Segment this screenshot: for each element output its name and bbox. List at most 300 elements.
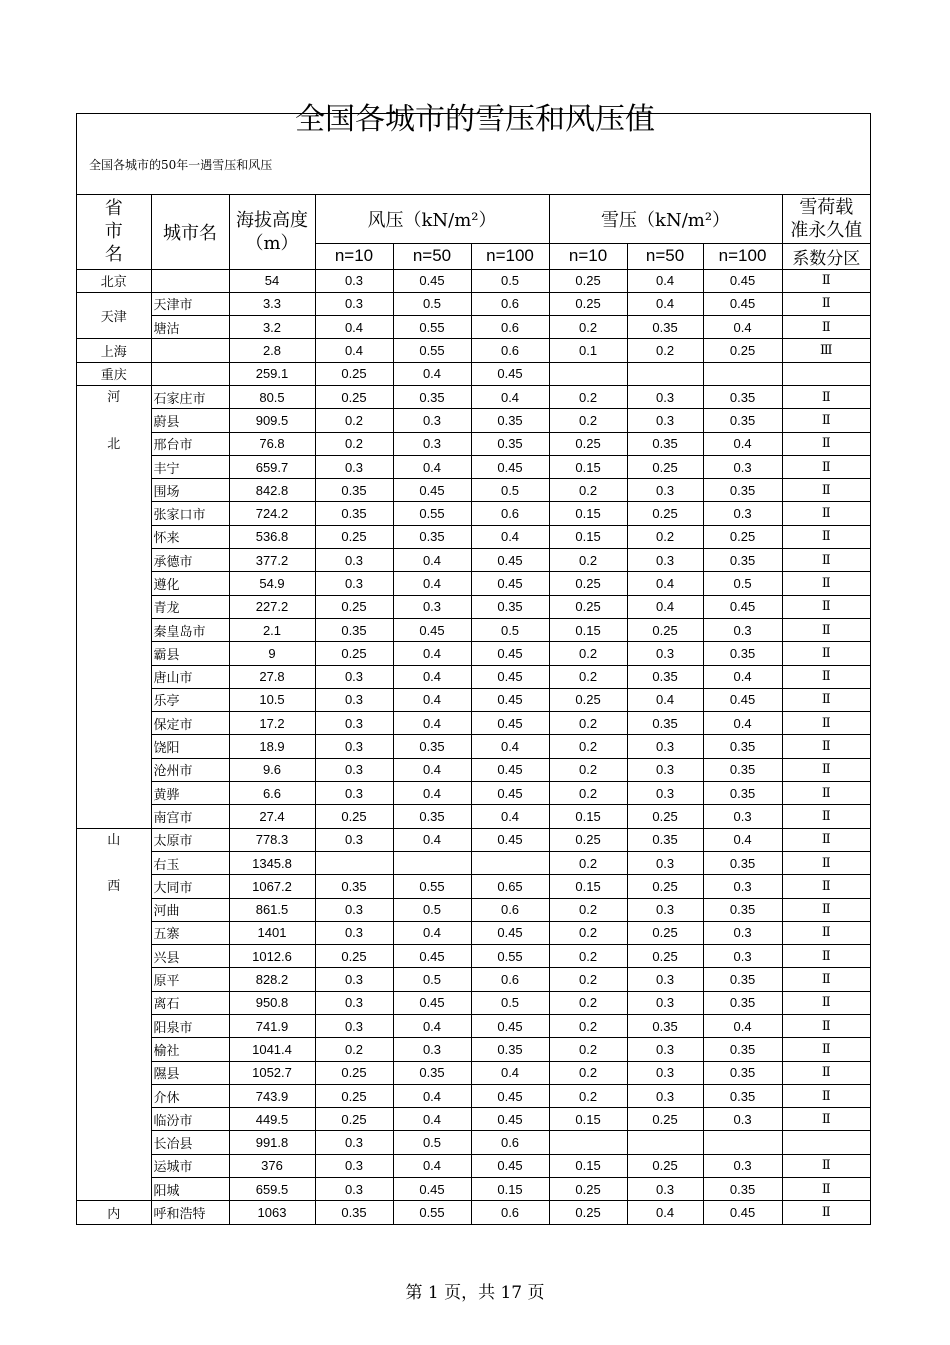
- table-row: [77, 455, 870, 478]
- wind-cell: 0.45: [393, 945, 471, 968]
- wind-cell: 0.3: [315, 455, 393, 478]
- snow-cell: 0.2: [549, 898, 627, 921]
- wind-cell: 0.45: [471, 828, 549, 851]
- zone-cell: Ⅲ: [782, 339, 870, 362]
- snow-cell: 0.3: [627, 642, 703, 665]
- city-cell: 原平: [151, 968, 229, 991]
- city-cell: [151, 362, 229, 385]
- snow-cell: 0.45: [703, 269, 782, 292]
- wind-cell: 0.45: [471, 712, 549, 735]
- wind-cell: 0.45: [393, 269, 471, 292]
- wind-cell: 0.45: [471, 642, 549, 665]
- city-cell: 阳城: [151, 1178, 229, 1201]
- zone-cell: Ⅱ: [782, 1178, 870, 1201]
- wind-cell: 0.45: [471, 1015, 549, 1038]
- wind-cell: 0.4: [393, 572, 471, 595]
- altitude-cell: 2.1: [229, 618, 315, 641]
- wind-cell: 0.65: [471, 875, 549, 898]
- wind-cell: 0.4: [393, 712, 471, 735]
- snow-cell: 0.35: [703, 1038, 782, 1061]
- zone-cell: Ⅱ: [782, 595, 870, 618]
- zone-cell: Ⅱ: [782, 921, 870, 944]
- city-cell: 张家口市: [151, 502, 229, 525]
- wind-cell: 0.4: [393, 455, 471, 478]
- city-cell: 运城市: [151, 1154, 229, 1177]
- city-cell: 霸县: [151, 642, 229, 665]
- snow-cell: 0.45: [703, 595, 782, 618]
- wind-cell: 0.45: [471, 1108, 549, 1131]
- wind-cell: 0.45: [471, 549, 549, 572]
- snow-cell: 0.15: [549, 455, 627, 478]
- subtitle-row: [77, 114, 870, 195]
- wind-cell: 0.4: [393, 828, 471, 851]
- table-row: [77, 479, 870, 502]
- wind-cell: 0.55: [393, 1201, 471, 1224]
- wind-cell: 0.4: [393, 665, 471, 688]
- table-row: [77, 292, 870, 315]
- province-cell: 天津: [77, 292, 151, 339]
- wind-cell: 0.45: [471, 665, 549, 688]
- table-row: [77, 921, 870, 944]
- wind-cell: 0.45: [471, 455, 549, 478]
- wind-cell: 0.4: [393, 1015, 471, 1038]
- city-cell: 怀来: [151, 525, 229, 548]
- city-cell: 黄骅: [151, 782, 229, 805]
- wind-cell: 0.45: [471, 1084, 549, 1107]
- snow-cell: 0.35: [703, 642, 782, 665]
- snow-cell: 0.3: [703, 875, 782, 898]
- altitude-cell: 1401: [229, 921, 315, 944]
- wind-cell: 0.3: [315, 1178, 393, 1201]
- table-row: [77, 758, 870, 781]
- snow-cell: [703, 1131, 782, 1154]
- snow-cell: [549, 362, 627, 385]
- snow-cell: 0.2: [549, 665, 627, 688]
- snow-cell: 0.45: [703, 1201, 782, 1224]
- zone-cell: Ⅱ: [782, 1201, 870, 1224]
- page-title: 全国各城市的雪压和风压值: [295, 102, 655, 137]
- wind-cell: 0.35: [315, 502, 393, 525]
- city-cell: 呼和浩特: [151, 1201, 229, 1224]
- altitude-cell: 27.8: [229, 665, 315, 688]
- snow-cell: 0.2: [549, 1061, 627, 1084]
- snow-cell: 0.35: [703, 782, 782, 805]
- table-row: [77, 1178, 870, 1201]
- wind-cell: 0.25: [315, 595, 393, 618]
- snow-cell: 0.2: [549, 1084, 627, 1107]
- snow-cell: 0.35: [627, 828, 703, 851]
- snow-cell: 0.2: [549, 851, 627, 874]
- snow-cell: 0.3: [703, 921, 782, 944]
- snow-cell: 0.3: [627, 1178, 703, 1201]
- altitude-cell: 27.4: [229, 805, 315, 828]
- wind-cell: 0.4: [393, 362, 471, 385]
- wind-cell: 0.25: [315, 1061, 393, 1084]
- snow-cell: [549, 1131, 627, 1154]
- snow-cell: 0.25: [549, 1178, 627, 1201]
- snow-cell: 0.35: [703, 991, 782, 1014]
- snow-cell: 0.25: [627, 618, 703, 641]
- zone-cell: Ⅱ: [782, 455, 870, 478]
- table-row: [77, 432, 870, 455]
- altitude-cell: 76.8: [229, 432, 315, 455]
- wind-cell: 0.35: [393, 735, 471, 758]
- zone-cell: Ⅱ: [782, 642, 870, 665]
- snow-cell: 0.4: [703, 316, 782, 339]
- table-row: [77, 782, 870, 805]
- snow-cell: 0.35: [703, 1178, 782, 1201]
- snow-cell: 0.2: [627, 525, 703, 548]
- snow-cell: 0.35: [703, 968, 782, 991]
- snow-cell: 0.25: [627, 1154, 703, 1177]
- altitude-cell: 741.9: [229, 1015, 315, 1038]
- city-cell: [151, 339, 229, 362]
- wind-cell: 0.3: [315, 921, 393, 944]
- province-cell: 山 西: [77, 828, 151, 1201]
- wind-cell: 0.45: [393, 618, 471, 641]
- wind-cell: 0.35: [393, 805, 471, 828]
- snow-cell: 0.25: [549, 595, 627, 618]
- zone-cell: Ⅱ: [782, 828, 870, 851]
- city-cell: 长冶县: [151, 1131, 229, 1154]
- table-row: [77, 618, 870, 641]
- city-cell: 介休: [151, 1084, 229, 1107]
- snow-cell: 0.35: [703, 735, 782, 758]
- city-cell: 饶阳: [151, 735, 229, 758]
- snow-cell: 0.4: [703, 712, 782, 735]
- wind-cell: 0.25: [315, 1108, 393, 1131]
- snow-cell: 0.3: [627, 758, 703, 781]
- altitude-cell: 950.8: [229, 991, 315, 1014]
- table-row: [77, 828, 870, 851]
- wind-cell: 0.45: [471, 1154, 549, 1177]
- wind-cell: 0.4: [471, 1061, 549, 1084]
- snow-cell: [703, 362, 782, 385]
- table-row: [77, 875, 870, 898]
- zone-cell: Ⅱ: [782, 269, 870, 292]
- snow-cell: 0.25: [703, 525, 782, 548]
- table-row: [77, 991, 870, 1014]
- city-cell: 石家庄市: [151, 385, 229, 408]
- snow-cell: 0.2: [549, 758, 627, 781]
- table-row: [77, 595, 870, 618]
- snow-cell: 0.3: [703, 1108, 782, 1131]
- snow-cell: 0.15: [549, 875, 627, 898]
- wind-cell: 0.25: [315, 642, 393, 665]
- zone-cell: Ⅱ: [782, 479, 870, 502]
- snow-cell: 0.3: [703, 805, 782, 828]
- wind-cell: 0.6: [471, 968, 549, 991]
- wind-cell: 0.35: [471, 432, 549, 455]
- altitude-cell: 828.2: [229, 968, 315, 991]
- zone-cell: Ⅱ: [782, 1108, 870, 1131]
- wind-cell: 0.3: [315, 688, 393, 711]
- header-wind: 风压（kN/m²）: [315, 195, 549, 243]
- snow-cell: 0.3: [627, 385, 703, 408]
- snow-cell: 0.35: [703, 898, 782, 921]
- city-cell: 榆社: [151, 1038, 229, 1061]
- table-row: [77, 735, 870, 758]
- altitude-cell: 376: [229, 1154, 315, 1177]
- snow-cell: 0.3: [627, 851, 703, 874]
- zone-cell: Ⅱ: [782, 385, 870, 408]
- snow-cell: 0.35: [627, 316, 703, 339]
- wind-cell: 0.4: [393, 549, 471, 572]
- snow-cell: 0.2: [549, 968, 627, 991]
- table-row: [77, 1084, 870, 1107]
- wind-cell: 0.5: [393, 292, 471, 315]
- zone-cell: Ⅱ: [782, 1084, 870, 1107]
- snow-cell: 0.4: [627, 688, 703, 711]
- wind-cell: 0.3: [315, 549, 393, 572]
- wind-cell: 0.4: [393, 921, 471, 944]
- altitude-cell: 9: [229, 642, 315, 665]
- wind-cell: [315, 851, 393, 874]
- zone-cell: Ⅱ: [782, 432, 870, 455]
- wind-cell: 0.4: [393, 782, 471, 805]
- table-row: [77, 502, 870, 525]
- wind-cell: 0.4: [393, 1084, 471, 1107]
- city-cell: 围场: [151, 479, 229, 502]
- wind-cell: 0.5: [471, 618, 549, 641]
- snow-cell: 0.4: [703, 1015, 782, 1038]
- snow-cell: 0.4: [627, 572, 703, 595]
- zone-cell: Ⅱ: [782, 292, 870, 315]
- table-row: [77, 1061, 870, 1084]
- wind-cell: 0.3: [315, 269, 393, 292]
- wind-cell: 0.25: [315, 525, 393, 548]
- city-cell: 秦皇岛市: [151, 618, 229, 641]
- zone-cell: Ⅱ: [782, 805, 870, 828]
- header-altitude: 海拔高度 （m）: [229, 195, 315, 269]
- snow-cell: 0.25: [627, 805, 703, 828]
- zone-cell: Ⅱ: [782, 525, 870, 548]
- pressure-table: [77, 195, 870, 1225]
- snow-cell: 0.25: [627, 945, 703, 968]
- snow-cell: 0.3: [627, 968, 703, 991]
- altitude-cell: 18.9: [229, 735, 315, 758]
- wind-cell: 0.2: [315, 409, 393, 432]
- snow-cell: 0.2: [549, 642, 627, 665]
- wind-cell: 0.55: [393, 875, 471, 898]
- snow-cell: 0.2: [549, 1015, 627, 1038]
- zone-cell: Ⅱ: [782, 1038, 870, 1061]
- wind-cell: 0.6: [471, 1201, 549, 1224]
- table-row: [77, 688, 870, 711]
- altitude-cell: 659.7: [229, 455, 315, 478]
- header-city: 城市名: [151, 195, 229, 269]
- snow-cell: 0.25: [549, 572, 627, 595]
- snow-cell: 0.3: [627, 549, 703, 572]
- table-row: [77, 1201, 870, 1224]
- snow-cell: 0.25: [627, 1108, 703, 1131]
- wind-cell: 0.4: [471, 735, 549, 758]
- city-cell: [151, 269, 229, 292]
- table-row: [77, 805, 870, 828]
- table-row: [77, 549, 870, 572]
- wind-cell: 0.45: [471, 758, 549, 781]
- wind-cell: 0.6: [471, 898, 549, 921]
- altitude-cell: 10.5: [229, 688, 315, 711]
- altitude-cell: 227.2: [229, 595, 315, 618]
- city-cell: 保定市: [151, 712, 229, 735]
- snow-cell: 0.3: [627, 735, 703, 758]
- snow-cell: 0.3: [627, 409, 703, 432]
- wind-cell: 0.3: [315, 712, 393, 735]
- zone-cell: Ⅱ: [782, 618, 870, 641]
- snow-cell: 0.3: [703, 945, 782, 968]
- zone-cell: Ⅱ: [782, 968, 870, 991]
- city-cell: 五寨: [151, 921, 229, 944]
- wind-cell: 0.35: [393, 1061, 471, 1084]
- wind-cell: 0.3: [315, 572, 393, 595]
- snow-cell: 0.25: [549, 828, 627, 851]
- wind-cell: 0.25: [315, 385, 393, 408]
- snow-cell: 0.15: [549, 502, 627, 525]
- snow-cell: 0.3: [627, 1084, 703, 1107]
- snow-cell: 0.15: [549, 1154, 627, 1177]
- snow-cell: 0.4: [627, 292, 703, 315]
- wind-cell: 0.4: [315, 339, 393, 362]
- zone-cell: Ⅱ: [782, 549, 870, 572]
- wind-cell: 0.45: [471, 688, 549, 711]
- snow-cell: 0.35: [627, 712, 703, 735]
- province-cell: 北京: [77, 269, 151, 292]
- province-cell: 内: [77, 1201, 151, 1224]
- header-zone-2: 系数分区: [782, 243, 870, 269]
- table-row: [77, 642, 870, 665]
- table-row: [77, 898, 870, 921]
- wind-cell: 0.15: [471, 1178, 549, 1201]
- snow-cell: 0.15: [549, 1108, 627, 1131]
- wind-cell: 0.2: [315, 1038, 393, 1061]
- zone-cell: Ⅱ: [782, 758, 870, 781]
- table-row: [77, 712, 870, 735]
- province-cell: 上海: [77, 339, 151, 362]
- wind-cell: 0.25: [315, 945, 393, 968]
- zone-cell: Ⅱ: [782, 851, 870, 874]
- snow-cell: 0.25: [627, 921, 703, 944]
- altitude-cell: 3.2: [229, 316, 315, 339]
- snow-cell: 0.35: [703, 1084, 782, 1107]
- wind-cell: 0.5: [471, 269, 549, 292]
- table-row: [77, 572, 870, 595]
- altitude-cell: 991.8: [229, 1131, 315, 1154]
- snow-cell: 0.2: [549, 712, 627, 735]
- wind-cell: 0.4: [393, 1108, 471, 1131]
- snow-cell: 0.25: [627, 455, 703, 478]
- wind-cell: 0.45: [471, 921, 549, 944]
- city-cell: 塘沽: [151, 316, 229, 339]
- header-wind-n50: n=50: [393, 243, 471, 269]
- altitude-cell: 54.9: [229, 572, 315, 595]
- wind-cell: 0.35: [393, 525, 471, 548]
- altitude-cell: 1067.2: [229, 875, 315, 898]
- wind-cell: 0.5: [393, 898, 471, 921]
- table-row: [77, 1015, 870, 1038]
- snow-cell: 0.25: [627, 502, 703, 525]
- wind-cell: 0.3: [315, 968, 393, 991]
- snow-cell: 0.4: [703, 828, 782, 851]
- wind-cell: 0.5: [393, 968, 471, 991]
- wind-cell: 0.3: [393, 409, 471, 432]
- snow-cell: 0.2: [549, 921, 627, 944]
- altitude-cell: 659.5: [229, 1178, 315, 1201]
- altitude-cell: 1345.8: [229, 851, 315, 874]
- header-wind-n10: n=10: [315, 243, 393, 269]
- snow-cell: 0.15: [549, 618, 627, 641]
- snow-cell: 0.2: [549, 991, 627, 1014]
- wind-cell: 0.4: [471, 385, 549, 408]
- zone-cell: Ⅱ: [782, 572, 870, 595]
- city-cell: 天津市: [151, 292, 229, 315]
- city-cell: 乐亭: [151, 688, 229, 711]
- zone-cell: [782, 362, 870, 385]
- altitude-cell: 1063: [229, 1201, 315, 1224]
- table-row: [77, 316, 870, 339]
- altitude-cell: 909.5: [229, 409, 315, 432]
- wind-cell: 0.6: [471, 502, 549, 525]
- province-cell: 河 北: [77, 385, 151, 828]
- wind-cell: 0.25: [315, 805, 393, 828]
- wind-cell: 0.4: [315, 316, 393, 339]
- header-province: 省 市 名: [77, 195, 151, 269]
- header-snow: 雪压（kN/m²）: [549, 195, 782, 243]
- table-row: [77, 1038, 870, 1061]
- wind-cell: 0.2: [315, 432, 393, 455]
- snow-cell: 0.4: [627, 269, 703, 292]
- snow-cell: 0.2: [549, 385, 627, 408]
- city-cell: 南宫市: [151, 805, 229, 828]
- page-footer: 第 1 页，共 17 页: [405, 1283, 545, 1303]
- wind-cell: 0.3: [315, 828, 393, 851]
- altitude-cell: 842.8: [229, 479, 315, 502]
- wind-cell: 0.45: [471, 362, 549, 385]
- city-cell: 大同市: [151, 875, 229, 898]
- wind-cell: 0.3: [315, 782, 393, 805]
- altitude-cell: 1012.6: [229, 945, 315, 968]
- zone-cell: Ⅱ: [782, 665, 870, 688]
- snow-cell: 0.35: [703, 851, 782, 874]
- city-cell: 河曲: [151, 898, 229, 921]
- table-row: [77, 1108, 870, 1131]
- snow-cell: 0.35: [627, 1015, 703, 1038]
- snow-cell: 0.4: [703, 665, 782, 688]
- snow-cell: 0.3: [627, 898, 703, 921]
- altitude-cell: 1052.7: [229, 1061, 315, 1084]
- wind-cell: [471, 851, 549, 874]
- snow-cell: 0.35: [627, 665, 703, 688]
- wind-cell: 0.55: [393, 502, 471, 525]
- wind-cell: 0.3: [315, 898, 393, 921]
- city-cell: 太原市: [151, 828, 229, 851]
- altitude-cell: 54: [229, 269, 315, 292]
- altitude-cell: 259.1: [229, 362, 315, 385]
- snow-cell: 0.3: [627, 1038, 703, 1061]
- snow-cell: 0.2: [549, 549, 627, 572]
- snow-cell: 0.3: [703, 455, 782, 478]
- city-cell: 阳泉市: [151, 1015, 229, 1038]
- wind-cell: 0.4: [471, 525, 549, 548]
- zone-cell: Ⅱ: [782, 898, 870, 921]
- altitude-cell: 536.8: [229, 525, 315, 548]
- wind-cell: 0.45: [393, 991, 471, 1014]
- wind-cell: 0.3: [315, 1154, 393, 1177]
- wind-cell: 0.25: [315, 362, 393, 385]
- table-row: [77, 968, 870, 991]
- snow-cell: 0.35: [627, 432, 703, 455]
- snow-cell: 0.35: [703, 1061, 782, 1084]
